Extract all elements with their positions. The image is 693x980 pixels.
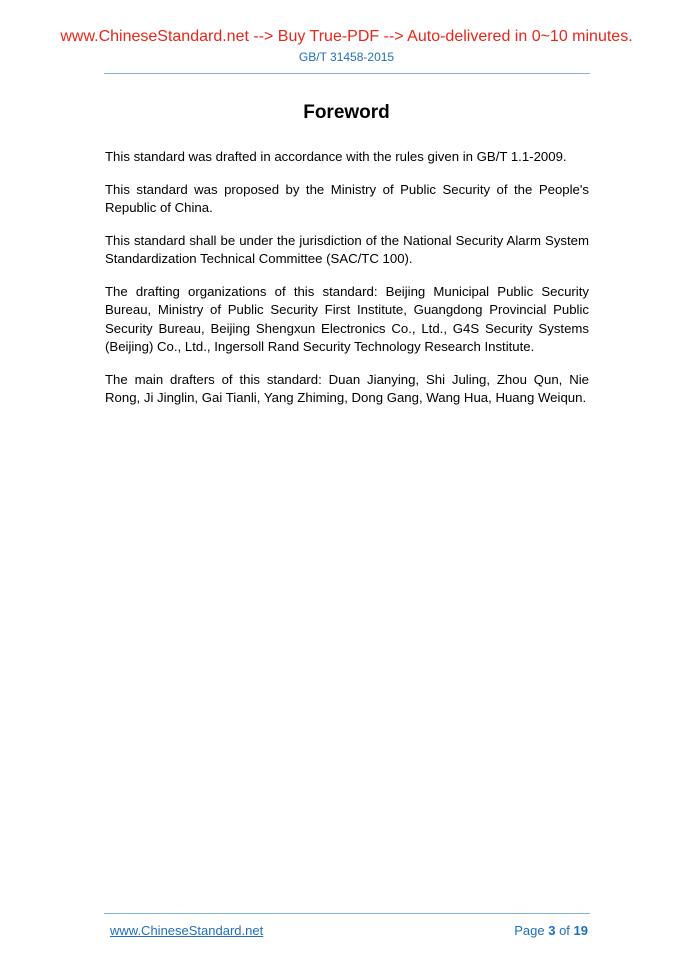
page-total: 19 (573, 923, 588, 938)
paragraph-jurisdiction: This standard shall be under the jurisdiction of the National Security Alarm System Standardization Technical Committee (SAC/TC 100). (105, 232, 589, 266)
document-id: GB/T 31458-2015 (298, 50, 395, 64)
foreword-body (105, 148, 589, 422)
page-title: Foreword (303, 102, 390, 123)
paragraph-main-drafters: The main drafters of this standard: Duan Jianying, Shi Juling, Zhou Qun, Nie Rong, Ji Jinglin, Gai Tianli, Yang Zhiming, Dong Gang, Wang Hua, Huang Weiqun. (105, 371, 589, 405)
header-divider (104, 73, 590, 74)
footer-divider (104, 913, 590, 914)
page-label: Page (514, 923, 545, 938)
paragraph-drafting-rules: This standard was drafted in accordance with the rules given in GB/T 1.1-2009. (105, 149, 567, 164)
page-current: 3 (548, 923, 556, 938)
paragraph-proposer: This standard was proposed by the Ministry of Public Security of the People's Republic of China. (105, 181, 589, 215)
page-number (514, 923, 588, 938)
footer-website-link[interactable]: www.ChineseStandard.net (110, 923, 264, 938)
paragraph-drafting-organizations: The drafting organizations of this standard: Beijing Municipal Public Security Bureau, Ministry of Public Security First Institute, Guangdong Provincial Public Security Bureau, Beijing Shengxun Electronics Co., Ltd., G4S Security Systems (Beijing) Co., Ltd., Ingersoll Rand Security Technology Research Institute. (105, 283, 589, 354)
promo-banner[interactable]: www.ChineseStandard.net --> Buy True-PDF --> Auto-delivered in 0~10 minutes. (60, 28, 633, 45)
page-of: of (559, 923, 570, 938)
